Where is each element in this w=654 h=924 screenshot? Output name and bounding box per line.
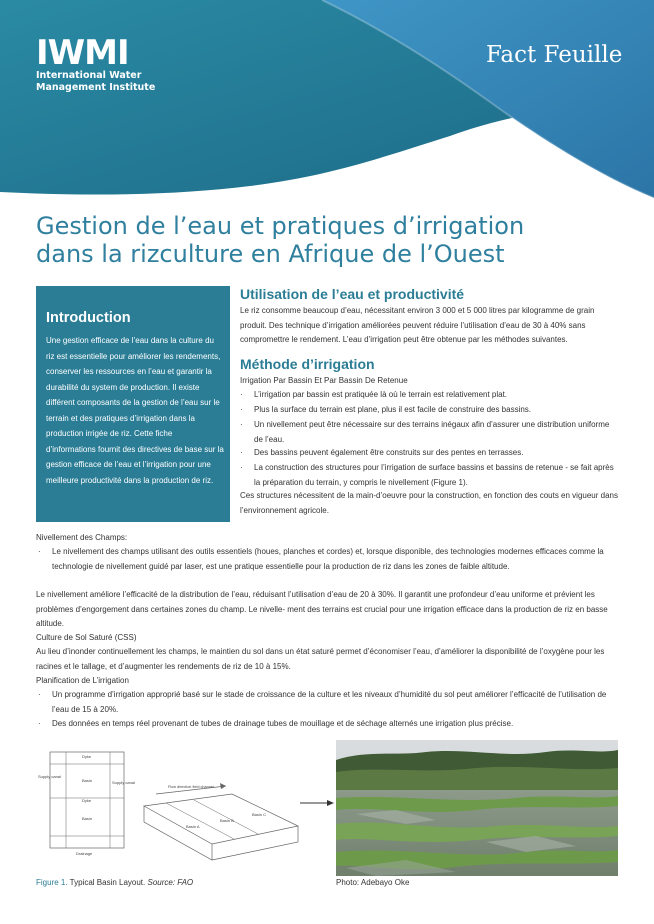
diagram-label: Flow direction field channel [168, 785, 214, 789]
iwmi-logo-mark: IWMI [36, 33, 129, 73]
logo-line-2: Management Institute [36, 81, 156, 93]
photo-caption: Photo: Adebayo Oke [336, 878, 410, 887]
method-bullet: · L’irrigation par bassin est pratiquée là où le terrain est relativement plat. [254, 388, 618, 403]
diagram-label: Basin C [252, 812, 267, 817]
leveling-text: Le nivellement améliore l’efficacité de la distribution de l’eau, réduisant l’utilisation d’eau de 20 à 30%. Il garantit une profondeur d’eau uniforme et prévient les problèmes d’engorgement dans certaines zones du champ. Le nivelle- ment des terrains est crucial pour une irrigation efficace dans la production de riz en basse altitude. [36, 590, 608, 628]
title-line-2: dans la rizculture en Afrique de l’Ouest [36, 240, 505, 268]
saturated-heading: Culture de Sol Saturé (CSS) [36, 633, 137, 642]
method-bullet: · Plus la surface du terrain est plane, plus il est facile de construire des bassins. [254, 403, 618, 418]
title-line-1: Gestion de l’eau et pratiques d’irrigation [36, 212, 525, 240]
figure-source: Source: FAO [147, 878, 194, 887]
method-bullet: · Un nivellement peut être nécessaire sur des terrains inégaux afin d’assurer une distribution uniforme de l’eau. [254, 418, 618, 447]
introduction-heading: Introduction [46, 310, 131, 326]
planning-bullet: · Des données en temps réel provenant de tubes de drainage tubes de mouillage et de séchage alternés une irrigation plus précise. [52, 717, 618, 732]
diagram-label: Drainage [76, 851, 93, 856]
header-banner [0, 0, 654, 200]
saturated-text: Au lieu d’inonder continuellement les champs, le maintien du sol dans un état saturé permet d’économiser l’eau, d’améliorer la disponibilité de l’oxygène pour les racines et le tallage, et d’augmenter les rendements de riz de 10 à 15%. [36, 647, 605, 671]
planning-bullet: · Un programme d’irrigation approprié basé sur le stade de croissance de la culture et les niveaux d’humidité du sol peut améliorer l’efficacité de l’utilisation de l’eau de 15 à 20%. [52, 688, 618, 717]
diagram-label: Dyke [82, 798, 92, 803]
planning-heading: Planification de L’irrigation [36, 676, 129, 685]
rice-field-photo [336, 740, 618, 876]
arrow-icon [300, 798, 334, 808]
productivity-heading: Utilisation de l’eau et productivité [240, 286, 465, 302]
method-bullet: · Des bassins peuvent également être construits sur des pentes en terrasses. [254, 446, 618, 461]
logo-line-1: International Water [36, 70, 142, 81]
diagram-label: Dyke [82, 754, 92, 759]
iwmi-logo-text [36, 70, 155, 93]
method-bullet: · La construction des structures pour l’irrigation de surface bassins et bassins de retenue - se fait après la préparation du terrain, y compris le nivellement (Figure 1). [254, 461, 618, 490]
leveling-heading: Nivellement des Champs: [36, 533, 128, 542]
productivity-text: Le riz consomme beaucoup d’eau, nécessitant environ 3 000 et 5 000 litres par kilogramme de grain produit. Des technique d’irrigation améliorées peuvent réduire l’utilisation d’eau de 30 à 40% sans compromettre le rendement. L’eau d’irrigation peut être obtenue par les méthodes suivantes. [240, 306, 595, 344]
figure-caption [36, 878, 193, 887]
method-subheading: Irrigation Par Bassin Et Par Bassin De Retenue [240, 376, 408, 385]
introduction-box [36, 286, 230, 522]
diagram-label: Basin [82, 778, 93, 783]
leveling-bullet: · Le nivellement des champs utilisant des outils essentiels (houes, planches et cordes) et, lorsque disponible, des technologies modernes efficaces comme la technologie de nivellement guidé par laser, est une pratique essentielle pour la production de riz dans les zones de faible altitude. [52, 545, 618, 574]
figure-title: Typical Basin Layout. [69, 878, 146, 887]
diagram-label: Supply canal [112, 780, 135, 785]
diagram-label: Basin [82, 816, 93, 821]
diagram-label: Basin A [186, 824, 200, 829]
header-wave-graphic [0, 0, 654, 200]
figure-label: Figure 1. [36, 878, 68, 887]
document-type-title: Fact Feuille [486, 42, 623, 68]
diagram-label: Basin B [220, 818, 234, 823]
diagram-label: Supply canal [38, 774, 61, 779]
method-heading: Méthode d’irrigation [240, 356, 375, 372]
method-closing-text: Ces structures nécessitent de la main-d’oeuvre pour la construction, en fonction des couts en vigueur dans l’environnement agricole. [240, 491, 618, 515]
introduction-text: Une gestion efficace de l’eau dans la culture du riz est essentielle pour améliorer les rendements, conserver les ressources en l’eau et garantir la durabilité du system de production. Il existe différent composants de la gestion de l’eau sur le terrain et des pratiques d’irrigation dans la production irrigée de riz. Cette fiche d’informations fournit des directives de base sur la gestion efficace de l’eau et l’irrigation pour une meilleure productivité dans la production de riz. [46, 336, 224, 485]
page-title [36, 212, 626, 268]
basin-layout-diagram [36, 744, 306, 872]
